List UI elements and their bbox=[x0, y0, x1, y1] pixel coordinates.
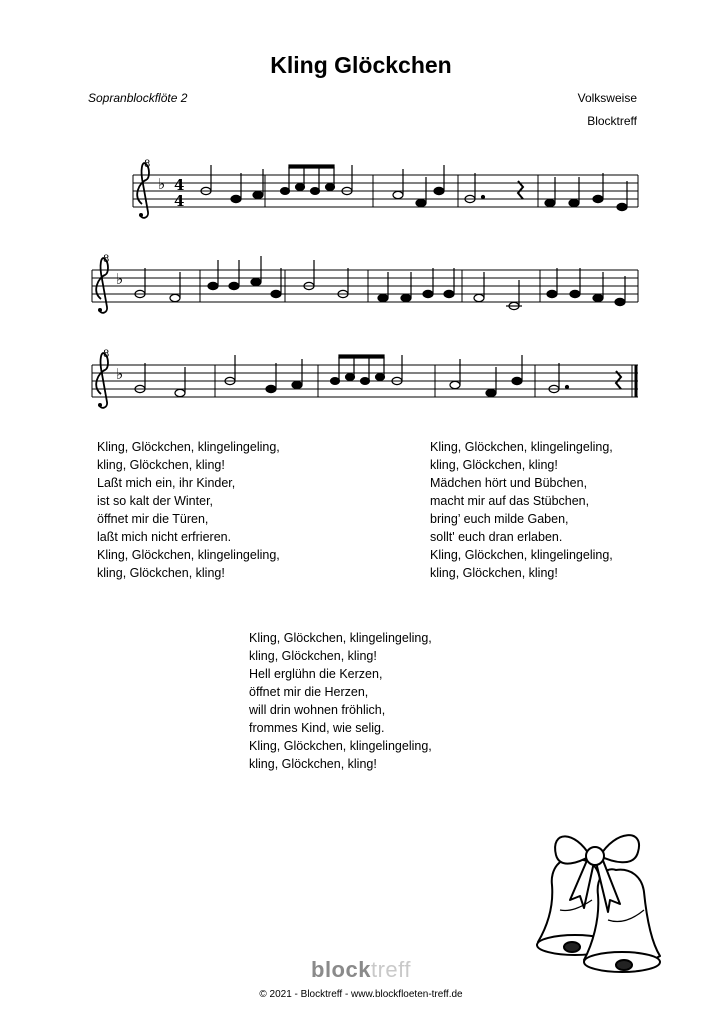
lyric-line: Kling, Glöckchen, klingelingeling, bbox=[430, 548, 613, 562]
lyric-line: bring’ euch milde Gaben, bbox=[430, 512, 569, 526]
lyric-line: Kling, Glöckchen, klingelingeling, bbox=[249, 631, 432, 645]
lyric-line: ist so kalt der Winter, bbox=[97, 494, 214, 508]
lyric-line: will drin wohnen fröhlich, bbox=[249, 703, 386, 717]
lyrics-verse-3 bbox=[249, 629, 432, 773]
copyright-footer: © 2021 - Blocktreff - www.blockfloeten-treff.de bbox=[259, 989, 463, 1000]
lyric-line: kling, Glöckchen, kling! bbox=[97, 566, 225, 580]
staff-system-1 bbox=[133, 175, 638, 207]
blocktreff-logo bbox=[0, 957, 722, 983]
logo-part-treff: treff bbox=[370, 957, 411, 982]
svg-text:4: 4 bbox=[174, 192, 185, 210]
lyric-line: frommes Kind, wie selig. bbox=[249, 721, 385, 735]
lyric-line: Kling, Glöckchen, klingelingeling, bbox=[249, 739, 432, 753]
lyric-line: kling, Glöckchen, kling! bbox=[249, 757, 377, 771]
lyric-line: macht mir auf das Stübchen, bbox=[430, 494, 590, 508]
svg-text:8: 8 bbox=[103, 349, 110, 360]
arranger-label: Blocktreff bbox=[587, 114, 637, 128]
svg-text:♭: ♭ bbox=[116, 365, 124, 383]
composer-label: Volksweise bbox=[577, 91, 637, 105]
lyric-line: Kling, Glöckchen, klingelingeling, bbox=[430, 440, 613, 454]
svg-text:♭: ♭ bbox=[158, 175, 166, 193]
svg-text:8: 8 bbox=[103, 254, 110, 265]
svg-text:♭: ♭ bbox=[116, 270, 124, 288]
song-title: Kling Glöckchen bbox=[270, 52, 452, 78]
sheet-music-score bbox=[0, 0, 722, 430]
lyrics-verse-1 bbox=[97, 438, 280, 582]
lyric-line: öffnet mir die Türen, bbox=[97, 512, 209, 526]
lyric-line: laßt mich nicht erfrieren. bbox=[97, 530, 232, 544]
lyric-line: Kling, Glöckchen, klingelingeling, bbox=[97, 440, 280, 454]
lyric-line: Laßt mich ein, ihr Kinder, bbox=[97, 476, 236, 490]
lyric-line: Mädchen hört und Bübchen, bbox=[430, 476, 588, 490]
lyric-line: kling, Glöckchen, kling! bbox=[430, 458, 558, 472]
svg-text:4: 4 bbox=[174, 176, 185, 194]
lyrics-verse-2 bbox=[430, 438, 613, 582]
instrument-label: Sopranblockflöte 2 bbox=[88, 91, 188, 105]
time-signature bbox=[174, 176, 184, 210]
flat-icon bbox=[116, 175, 165, 383]
lyric-line: kling, Glöckchen, kling! bbox=[249, 649, 377, 663]
staff-system-2 bbox=[92, 270, 638, 302]
lyric-line: kling, Glöckchen, kling! bbox=[97, 458, 225, 472]
lyric-line: sollt' euch dran erlaben. bbox=[430, 530, 563, 544]
lyric-line: öffnet mir die Herzen, bbox=[249, 685, 369, 699]
logo-part-block: block bbox=[311, 957, 371, 982]
lyric-line: Kling, Glöckchen, klingelingeling, bbox=[97, 548, 280, 562]
lyric-line: kling, Glöckchen, kling! bbox=[430, 566, 558, 580]
svg-text:8: 8 bbox=[144, 159, 151, 170]
notes-system-3 bbox=[135, 355, 621, 397]
lyric-line: Hell erglühn die Kerzen, bbox=[249, 667, 383, 681]
